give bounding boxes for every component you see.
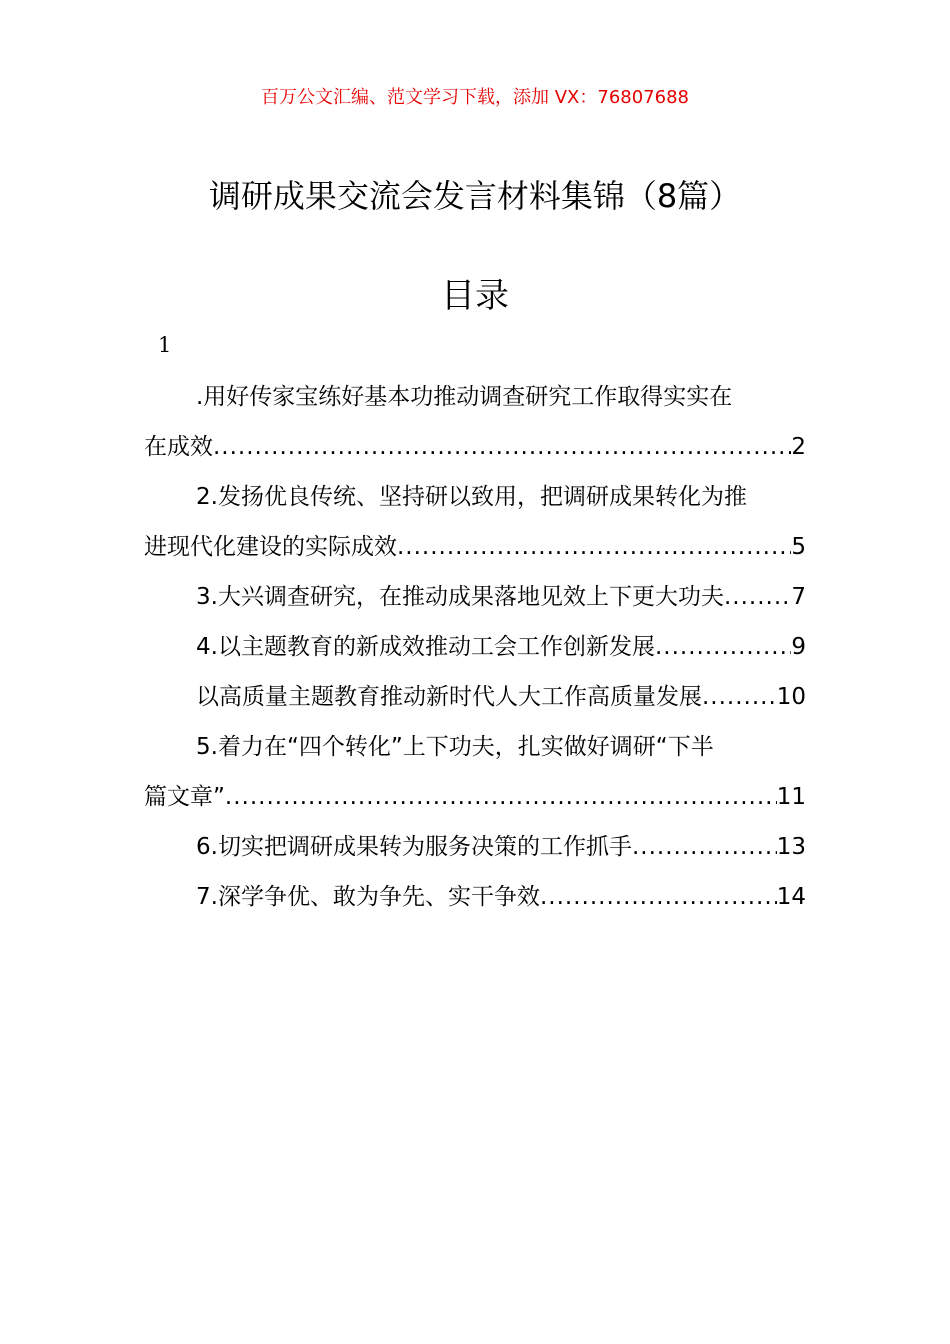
toc-entry-4[interactable] (144, 622, 806, 672)
toc-entry-leader-line (144, 422, 806, 472)
toc-entry-leader-line (144, 872, 806, 922)
dot-leader (724, 572, 791, 622)
toc-heading: 目录 (441, 276, 509, 316)
toc-page-number: 5 (791, 534, 806, 560)
toc-entry-5[interactable] (144, 672, 806, 722)
toc-entry-title-line1: 5.着力在“四个转化”上下功夫，扎实做好调研“下半 (196, 734, 714, 760)
toc-entry-title: 7.深学争优、敢为争先、实干争效 (196, 884, 540, 910)
toc-entry-leader-line (144, 772, 806, 822)
toc-entry-leader-line (144, 522, 806, 572)
dot-leader (702, 672, 777, 722)
toc-page-number: 10 (776, 684, 806, 710)
toc-page-number: 13 (776, 834, 806, 860)
toc-entry-2[interactable] (144, 472, 806, 572)
toc-entry-3[interactable] (144, 572, 806, 622)
toc-page-number: 7 (791, 584, 806, 610)
toc-entry-6[interactable] (144, 722, 806, 822)
dot-leader (225, 772, 777, 822)
toc-entry-leader-line (144, 822, 806, 872)
toc-entry-leader-line (144, 622, 806, 672)
toc-entry-title: 3.大兴调查研究，在推动成果落地见效上下更大功夫 (196, 584, 724, 610)
toc-entry-title: 6.切实把调研成果转为服务决策的工作抓手 (196, 834, 632, 860)
toc-entry-7[interactable] (144, 822, 806, 872)
toc-entry-leader-line (144, 672, 806, 722)
dot-leader (655, 622, 791, 672)
toc-page-number: 14 (776, 884, 806, 910)
toc-entry-1[interactable] (144, 372, 806, 472)
toc-page-number: 2 (791, 434, 806, 460)
stray-page-number: 1 (158, 333, 172, 357)
document-title: 调研成果交流会发言材料集锦（8篇） (208, 177, 742, 215)
toc-entry-8[interactable] (144, 872, 806, 922)
toc-entry-title-line1: .用好传家宝练好基本功推动调查研究工作取得实实在 (196, 384, 733, 410)
toc-entry-leader-line (144, 572, 806, 622)
toc-entry-title-line2: 篇文章” (144, 784, 225, 810)
toc-entry-title-line2: 在成效 (144, 434, 213, 460)
table-of-contents (144, 372, 806, 922)
toc-entry-title: 4.以主题教育的新成效推动工会工作创新发展 (196, 634, 655, 660)
toc-entry-title-line1: 2.发扬优良传统、坚持研以致用，把调研成果转化为推 (196, 484, 747, 510)
dot-leader (540, 872, 777, 922)
toc-entry-title: 以高质量主题教育推动新时代人大工作高质量发展 (196, 684, 702, 710)
dot-leader (632, 822, 777, 872)
toc-page-number: 9 (791, 634, 806, 660)
dot-leader (397, 522, 791, 572)
dot-leader (213, 422, 791, 472)
toc-entry-title-line2: 进现代化建设的实际成效 (144, 534, 397, 560)
toc-page-number: 11 (776, 784, 806, 810)
header-banner: 百万公文汇编、范文学习下载，添加 VX：76807688 (261, 87, 689, 108)
